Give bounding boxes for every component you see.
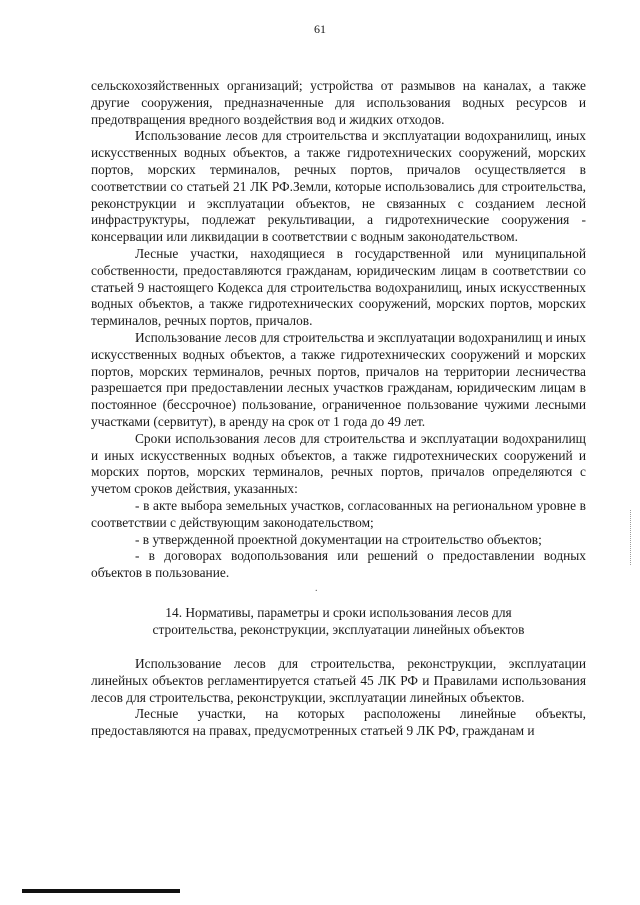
- section-heading: [91, 604, 586, 638]
- paragraph-reservoirs-use: Использование лесов для строительства и эксплуатации водохранилищ, иных искусственных водных объектов, а также гидротехнических сооружений, морских портов, морских терминалов, речных портов, причалов осуществляется в соответствии со статьей 21 ЛК РФ.Земли, которые использовались для строительства, реконструкции и эксплуатации объектов, не связанных с созданием лесной инфраструктуры, подлежат рекультивации, а гидротехнические сооружения - консервации или ликвидации в соответствии с водным законодательством.: [91, 128, 586, 245]
- paragraph-terms: Сроки использования лесов для строительства и эксплуатации водохранилищ и иных искусственных водных объектов, а также гидротехнических сооружений и морских портов, морских терминалов, речных портов, причалов определяются с учетом сроков действия, указанных:: [91, 430, 586, 497]
- paragraph-linear-plots: Лесные участки, на которых расположены линейные объекты, предоставляются на правах, предусмотренных статьей 9 ЛК РФ, гражданам и: [91, 706, 586, 739]
- list-item: - в утвержденной проектной документации на строительство объектов;: [135, 531, 542, 547]
- document-body: [91, 78, 586, 740]
- list-item: - в договорах водопользования или решений о предоставлении водных объектов в пользование.: [91, 548, 586, 581]
- page-number: 61: [314, 22, 326, 36]
- paragraph-use-permission: Использование лесов для строительства и эксплуатации водохранилищ и иных искусственных водных объектов, а также гидротехнических сооружений и морских портов, морских терминалов, речных портов, причалов на территории лесничества разрешается при предоставлении лесных участков гражданам, юридическим лицам в постоянное (бессрочное) пользование, ограниченное пользование чужими лесными участками (сервитут), в аренду на срок от 1 года до 49 лет.: [91, 329, 586, 429]
- scan-edge-line: [22, 889, 180, 893]
- section-heading-line: 14. Нормативы, параметры и сроки использования лесов для: [165, 604, 512, 620]
- continued-paragraph: сельскохозяйственных организаций; устройства от размывов на каналах, а также другие сооружения, предназначенные для использования водных ресурсов и предотвращения вредного воздействия вод и жидких отходов.: [91, 78, 586, 127]
- paragraph-forest-plots: Лесные участки, находящиеся в государственной или муниципальной собственности, предоставляются гражданам, юридическим лицам в соответствии со статьей 9 настоящего Кодекса для строительства водохранилищ, иных искусственных водных объектов, а также гидротехнических сооружений, морских портов, морских терминалов, речных портов, причалов.: [91, 245, 586, 329]
- section-heading-line: строительства, реконструкции, эксплуатации линейных объектов: [152, 621, 525, 637]
- paragraph-linear-objects: Использование лесов для строительства, реконструкции, эксплуатации линейных объектов регламентируется статьей 45 ЛК РФ и Правилами использования лесов для строительства, реконструкции, эксплуатации линейных объектов.: [91, 655, 586, 705]
- list-item: - в акте выбора земельных участков, согласованных на региональном уровне в соответствии с действующим законодательством;: [91, 497, 586, 530]
- stray-mark: .: [315, 582, 318, 594]
- scan-margin-marks: [630, 510, 633, 565]
